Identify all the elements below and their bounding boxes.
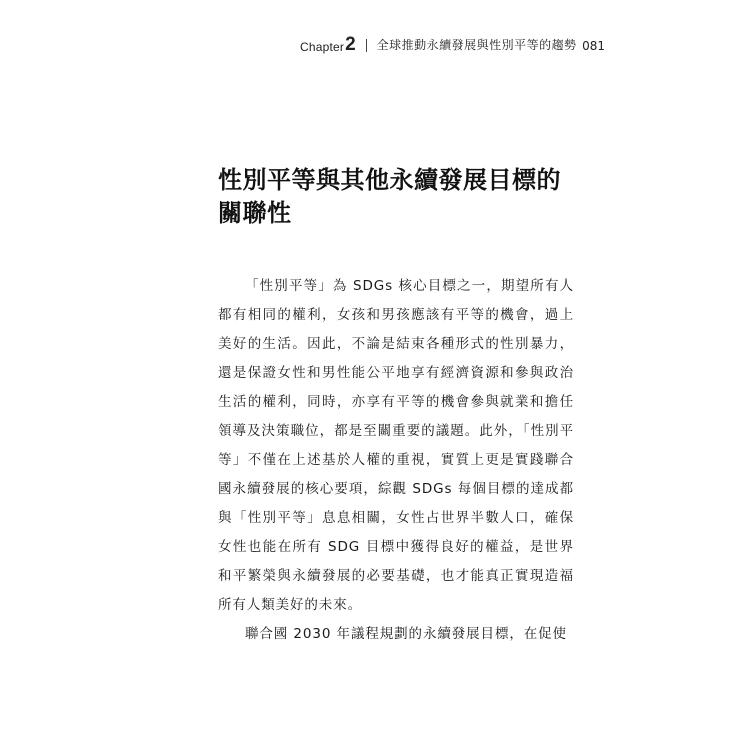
- section-heading: 性別平等與其他永續發展目標的關聯性: [218, 166, 561, 227]
- paragraph-2: 聯合國 2030 年議程規劃的永續發展目標，在促使: [245, 626, 567, 642]
- page-number: 081: [582, 39, 605, 53]
- chapter-label: Chapter: [300, 40, 345, 54]
- chapter-title: 全球推動永續發展與性別平等的趨勢: [376, 38, 577, 52]
- chapter-number: 2: [345, 34, 356, 55]
- paragraph-1: 「性別平等」為 SDGs 核心目標之一，期望所有人都有相同的權利，女孩和男孩應該有平等的機會，過上美好的生活。因此，不論是結束各種形式的性別暴力，還是保證女性和男性能公平地享有經濟資源和參與政治生活的權利，同時，亦享有平等的機會參與就業和擔任領導及決策職位，都是至關重要的議題。此外，「性別平等」不僅在上述基於人權的重視，實質上更是實踐聯合國永續發展的核心要項，綜觀 SDGs 每個目標的達成都與「性別平等」息息相關，女性占世界半數人口，確保女性也能在所有 SDG 目標中獲得良好的權益，是世界和平繁榮與永續發展的必要基礎，也才能真正實現造福所有人類美好的未來。: [218, 278, 574, 613]
- body-text: [218, 272, 574, 649]
- running-header: [300, 34, 605, 54]
- header-divider: [366, 39, 367, 52]
